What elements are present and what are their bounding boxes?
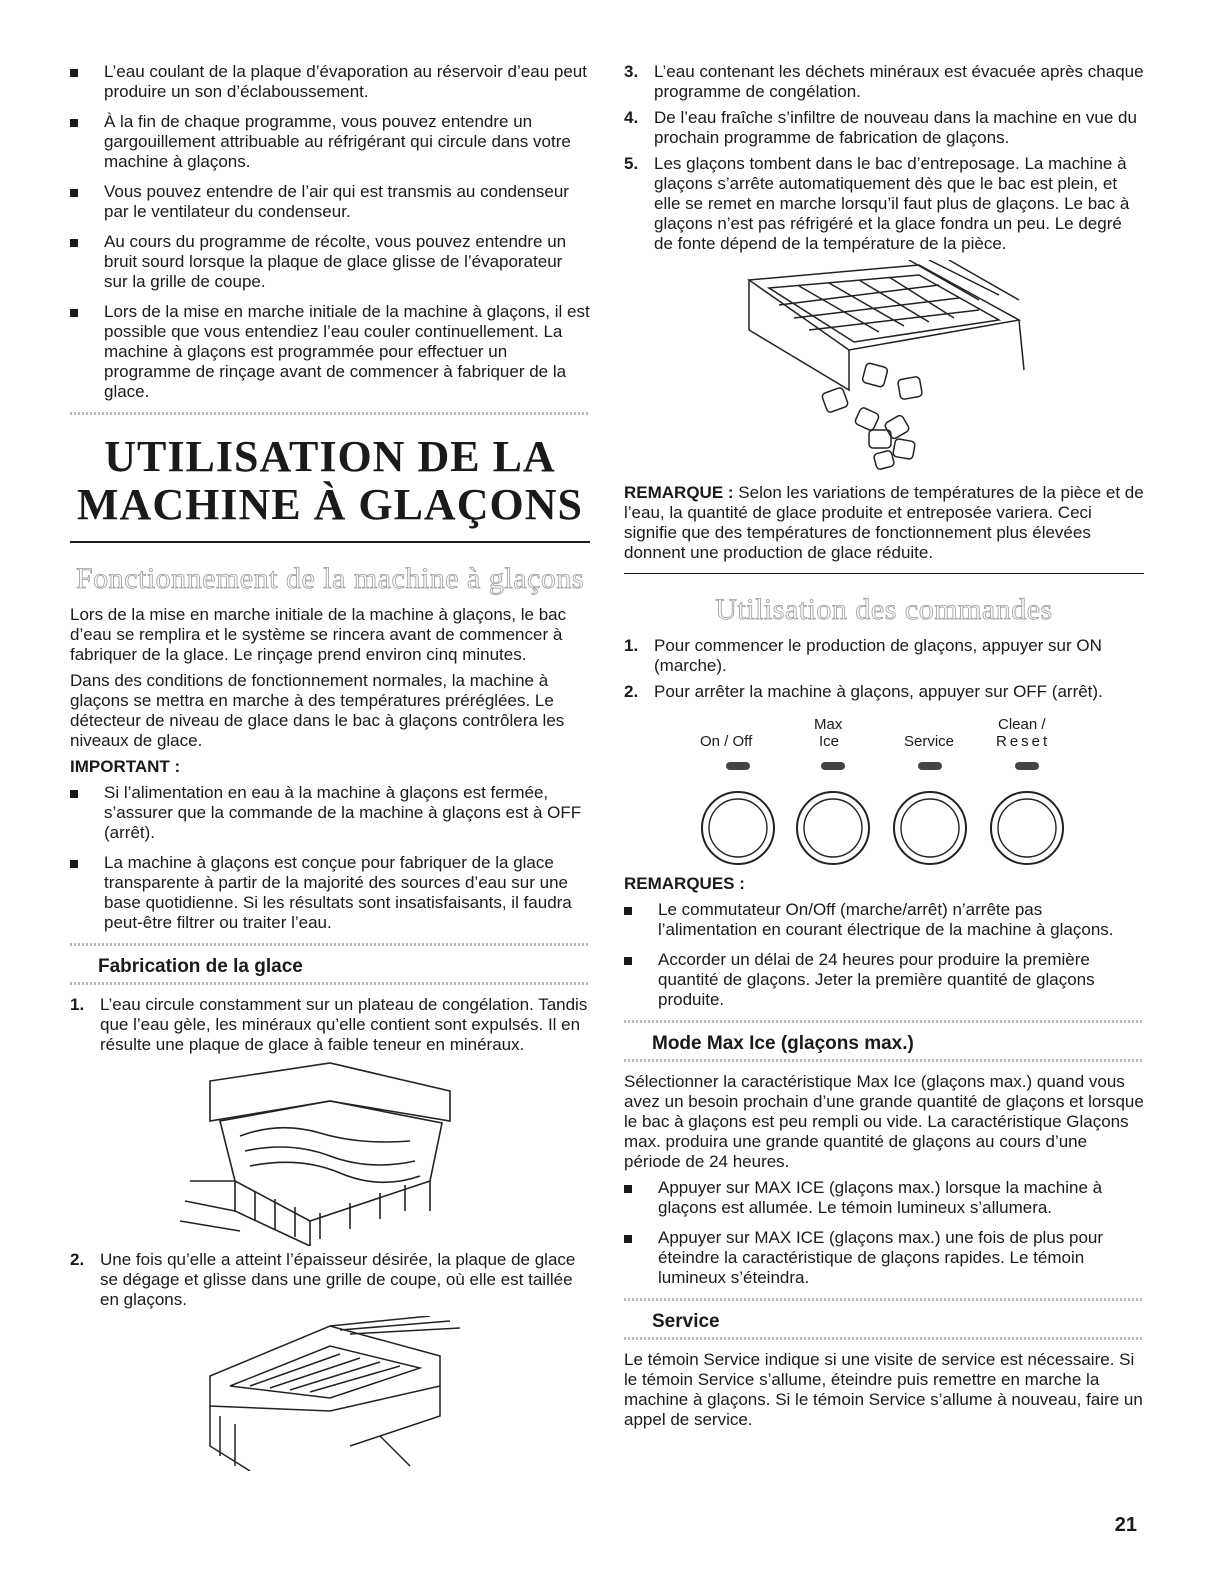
maxice-list bbox=[624, 1178, 1144, 1288]
important-list bbox=[70, 783, 590, 933]
step-item bbox=[624, 108, 1144, 148]
list-item: Au cours du programme de récolte, vous pouvez entendre un bruit sourd lorsque la plaque de glace glisse de l’évaporateur sur la grille de coupe. bbox=[70, 232, 590, 292]
list-item: Accorder un délai de 24 heures pour produire la première quantité de glaçons. Jeter la première quantité de glaçons produite. bbox=[624, 950, 1144, 1010]
step-text: Pour commencer le production de glaçons, appuyer sur ON (marche). bbox=[654, 636, 1102, 675]
important-label: IMPORTANT : bbox=[70, 757, 181, 776]
step-number: 3. bbox=[624, 62, 639, 81]
fabrication-steps-continued bbox=[70, 1250, 590, 1310]
remarques-list bbox=[624, 900, 1144, 1010]
control-panel-labels bbox=[624, 716, 1144, 766]
page-number: 21 bbox=[1114, 1514, 1137, 1536]
list-item: Le commutateur On/Off (marche/arrêt) n’arrête pas l’alimentation en courant électrique de la machine à glaçons. bbox=[624, 900, 1144, 940]
list-item: À la fin de chaque programme, vous pouvez entendre un gargouillement attribuable au réfrigérant qui circule dans votre machine à glaçons. bbox=[70, 112, 590, 172]
divider bbox=[624, 1059, 1144, 1062]
page-title-line1: UTILISATION DE LA bbox=[104, 432, 556, 481]
step-text: L’eau circule constamment sur un plateau de congélation. Tandis que l’eau gèle, les minéraux qu’elle contient sont expulsés. Il en résulte une plaque de glace à faible teneur en minéraux. bbox=[100, 995, 588, 1054]
step-text: Une fois qu’elle a atteint l’épaisseur désirée, la plaque de glace se dégage et glisse dans une grille de coupe, où elle est taillée en glaçons. bbox=[100, 1250, 576, 1309]
title-rule bbox=[70, 541, 590, 543]
remarques-label: REMARQUES : bbox=[624, 874, 745, 893]
paragraph: Dans des conditions de fonctionnement normales, la machine à glaçons se mettra en marche à des températures préréglées. Le détecteur de niveau de glace dans le bac à glaçons contrôlera les niveaux de glace. bbox=[70, 671, 565, 750]
list-item: Si l’alimentation en eau à la machine à glaçons est fermée, s’assurer que la commande de la machine à glaçons est à OFF (arrêt). bbox=[70, 783, 590, 843]
subsection-heading-maxice: Mode Max Ice (glaçons max.) bbox=[652, 1033, 914, 1054]
step-number: 1. bbox=[70, 995, 85, 1014]
step-item bbox=[70, 995, 590, 1055]
divider bbox=[70, 982, 590, 985]
remarque-paragraph bbox=[624, 483, 1144, 563]
storage-bin-illustration bbox=[739, 260, 1029, 475]
service-label: Service bbox=[904, 733, 955, 750]
step-number: 2. bbox=[70, 1250, 85, 1269]
ice-label: Ice bbox=[819, 733, 840, 750]
list-item: La machine à glaçons est conçue pour fabriquer de la glace transparente à partir de la majorité des sources d’eau sur une base quotidienne. Si les résultats sont insatisfaisants, il faudra peut-être filtrer ou traiter l’eau. bbox=[70, 853, 590, 933]
control-panel bbox=[624, 760, 1144, 870]
right-column bbox=[624, 62, 1144, 1436]
divider bbox=[70, 412, 590, 415]
max-ice-button[interactable] bbox=[797, 792, 869, 864]
step-item bbox=[624, 62, 1144, 102]
step-text: De l’eau fraîche s’infiltre de nouveau dans la machine en vue du prochain programme de fabrication de glaçons. bbox=[654, 108, 1137, 147]
divider bbox=[624, 1020, 1144, 1023]
fabrication-steps bbox=[70, 995, 590, 1055]
step-text: Les glaçons tombent dans le bac d’entreposage. La machine à glaçons s’arrête automatiquement dès que le bac est plein, et elle se remet en marche lorsqu’il faut plus de glaçons. Le bac à glaçons n’est pas réfrigéré et la glace fondra un peu. Le degré de fonte dépend de la température de la pièce. bbox=[654, 154, 1130, 253]
divider bbox=[70, 943, 590, 946]
step-text: L’eau contenant les déchets minéraux est évacuée après chaque programme de congélation. bbox=[654, 62, 1144, 101]
subsection-heading-fabrication: Fabrication de la glace bbox=[98, 956, 303, 977]
step-number: 4. bbox=[624, 108, 639, 127]
step-text: Pour arrêter la machine à glaçons, appuyer sur OFF (arrêt). bbox=[654, 682, 1103, 701]
onoff-button[interactable] bbox=[702, 792, 774, 864]
sound-bullet-list bbox=[70, 62, 590, 402]
section-heading-operation: Fonctionnement de la machine à glaçons bbox=[75, 562, 584, 595]
control-steps bbox=[624, 636, 1144, 702]
max-label: Max bbox=[814, 716, 843, 733]
section-heading-controls: Utilisation des commandes bbox=[715, 593, 1053, 626]
clean-label: Clean / bbox=[998, 716, 1046, 733]
reset-label: Reset bbox=[996, 733, 1051, 750]
fabrication-steps-right bbox=[624, 62, 1144, 254]
step-item bbox=[624, 154, 1144, 254]
step-item bbox=[70, 1250, 590, 1310]
freezing-plate-illustration bbox=[180, 1061, 480, 1246]
step-number: 2. bbox=[624, 682, 639, 701]
onoff-label: On / Off bbox=[700, 733, 753, 750]
service-button[interactable] bbox=[894, 792, 966, 864]
list-item: Appuyer sur MAX ICE (glaçons max.) lorsque la machine à glaçons est allumée. Le témoin lumineux s’allumera. bbox=[624, 1178, 1144, 1218]
list-item: Appuyer sur MAX ICE (glaçons max.) une fois de plus pour éteindre la caractéristique de glaçons rapides. Le témoin lumineux s’éteindra. bbox=[624, 1228, 1144, 1288]
section-rule bbox=[624, 573, 1144, 574]
divider bbox=[624, 1337, 1144, 1340]
paragraph: Le témoin Service indique si une visite de service est nécessaire. Si le témoin Service s’allume, éteindre puis remettre en marche la machine à glaçons. Si le témoin Service s’allume à nouveau, faire un appel de service. bbox=[624, 1350, 1143, 1429]
step-item bbox=[624, 682, 1144, 702]
step-item bbox=[624, 636, 1144, 676]
page-title-line2: MACHINE À GLAÇONS bbox=[77, 480, 583, 529]
list-item: Vous pouvez entendre de l’air qui est transmis au condenseur par le ventilateur du condenseur. bbox=[70, 182, 590, 222]
list-item: L’eau coulant de la plaque d’évaporation au réservoir d’eau peut produire un son d’éclaboussement. bbox=[70, 62, 590, 102]
page-title bbox=[70, 433, 590, 529]
paragraph: Sélectionner la caractéristique Max Ice (glaçons max.) quand vous avez un besoin prochain d’une grande quantité de glaçons et lorsque le bac à glaçons est peu rempli ou vide. La caractéristique Glaçons max. produira une grande quantité de glaçons au cours d’une période de 24 heures. bbox=[624, 1072, 1144, 1171]
list-item: Lors de la mise en marche initiale de la machine à glaçons, il est possible que vous entendiez l’eau couler continuellement. La machine à glaçons est programmée pour effectuer un programme de rinçage avant de commencer à fabriquer de la glace. bbox=[70, 302, 590, 402]
clean-reset-button[interactable] bbox=[991, 792, 1063, 864]
step-number: 1. bbox=[624, 636, 639, 655]
cutting-grid-illustration bbox=[190, 1316, 470, 1471]
divider bbox=[624, 1298, 1144, 1301]
subsection-heading-service: Service bbox=[652, 1311, 720, 1332]
paragraph: Lors de la mise en marche initiale de la machine à glaçons, le bac d’eau se remplira et le système se rincera avant de commencer à fabriquer de la glace. Le rinçage prend environ cinq minutes. bbox=[70, 605, 567, 664]
step-number: 5. bbox=[624, 154, 639, 173]
left-column bbox=[70, 62, 590, 1471]
remarque-label: REMARQUE : bbox=[624, 483, 734, 502]
remarque-text: Selon les variations de températures de la pièce et de l’eau, la quantité de glace produite et entreposée variera. Ceci signifie que des températures de fonctionnement plus élevées donnent une production de glace réduite. bbox=[624, 483, 1144, 562]
